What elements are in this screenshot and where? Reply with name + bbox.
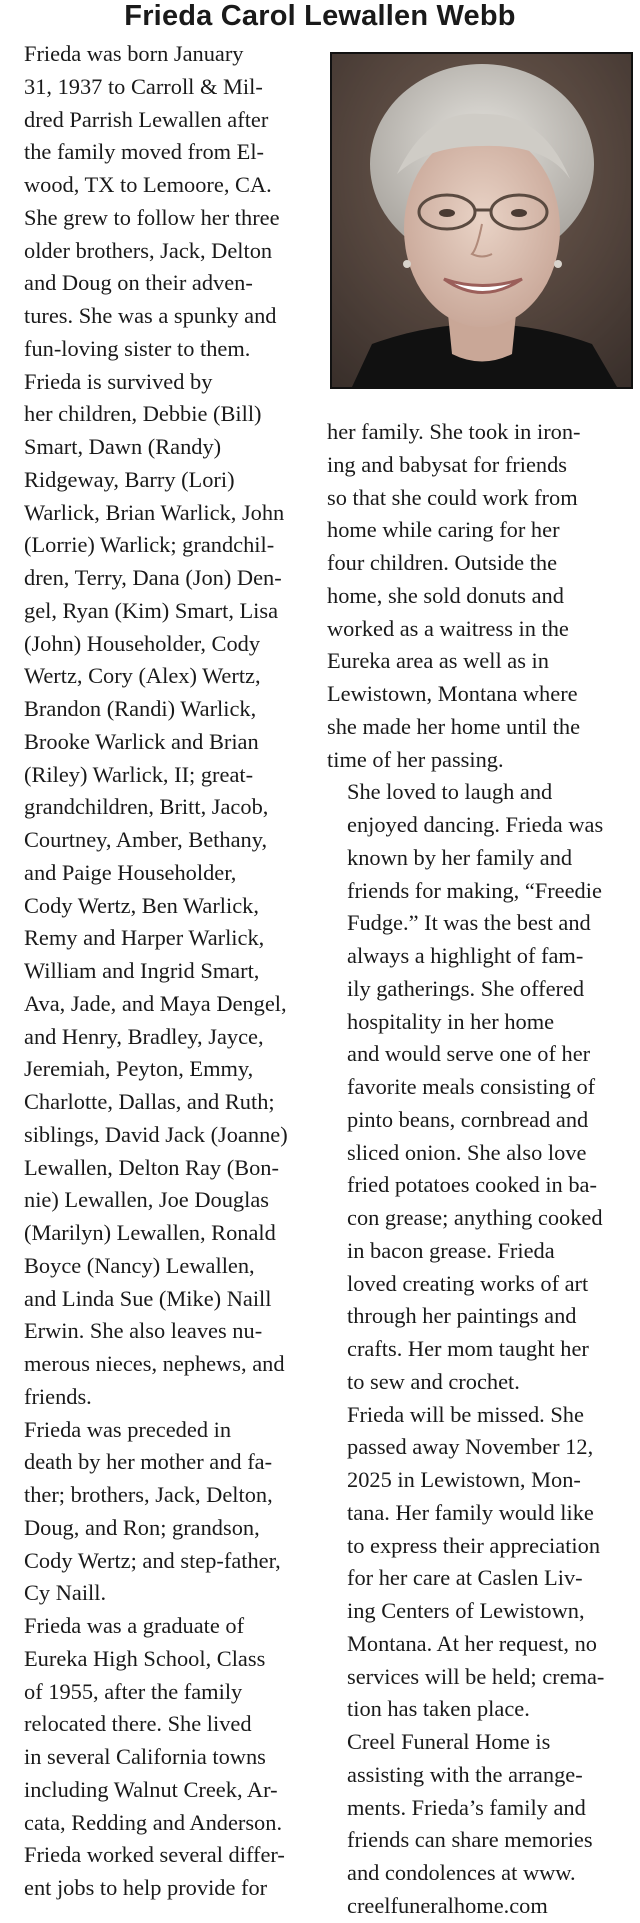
text-line: and Doug on their adven-	[24, 270, 253, 296]
text-line: and would serve one of her	[347, 1041, 591, 1067]
text-line: ing and babysat for friends	[327, 451, 568, 477]
right-column-text	[327, 416, 636, 1923]
text-line: Cy Naill.	[24, 1580, 107, 1606]
text-line: Boyce (Nancy) Lewallen,	[24, 1252, 255, 1278]
text-line: older brothers, Jack, Delton	[24, 237, 273, 263]
text-line: to express their appreciation	[347, 1532, 601, 1558]
text-line: Ava, Jade, and Maya Dengel,	[24, 990, 287, 1016]
text-line: Eureka area as well as in	[327, 648, 549, 674]
portrait-photo	[330, 52, 633, 389]
text-line: friends.	[24, 1383, 92, 1409]
text-line: Warlick, Brian Warlick, John	[24, 499, 285, 525]
text-line: hospitality in her home	[347, 1008, 555, 1034]
text-line: pinto beans, cornbread and	[347, 1106, 589, 1132]
text-line: always a highlight of fam-	[347, 943, 584, 968]
text-line: She grew to follow her three	[24, 204, 280, 230]
text-line: Ridgeway, Barry (Lori)	[24, 466, 235, 492]
text-line: to sew and crochet.	[347, 1368, 520, 1394]
text-line: William and Ingrid Smart,	[24, 958, 260, 983]
text-line: merous nieces, nephews, and	[24, 1351, 285, 1376]
text-line: crafts. Her mom taught her	[347, 1336, 589, 1361]
text-line: Frieda will be missed. She	[347, 1401, 584, 1427]
text-line: assisting with the arrange-	[347, 1761, 583, 1787]
paragraph	[4, 1414, 313, 1611]
text-line: time of her passing.	[327, 746, 504, 772]
text-line: death by her mother and fa-	[24, 1449, 273, 1475]
text-line: and Henry, Bradley, Jayce,	[24, 1023, 264, 1049]
text-line: dren, Terry, Dana (Jon) Den-	[24, 565, 282, 590]
text-line: grandchildren, Britt, Jacob,	[24, 794, 269, 820]
text-line: Smart, Dawn (Randy)	[24, 434, 222, 459]
text-line: in bacon grease. Frieda	[347, 1237, 555, 1263]
text-line: her children, Debbie (Bill)	[24, 401, 262, 427]
text-line: gel, Ryan (Kim) Smart, Lisa	[24, 597, 279, 623]
text-line: ing Centers of Lewistown,	[347, 1598, 585, 1623]
text-line: she made her home until the	[327, 713, 581, 739]
text-line: (Riley) Warlick, II; great-	[24, 761, 254, 787]
text-line: and Linda Sue (Mike) Naill	[24, 1285, 272, 1311]
paragraph	[327, 1399, 636, 1727]
text-line: sliced onion. She also love	[347, 1139, 587, 1165]
text-line: Charlotte, Dallas, and Ruth;	[24, 1089, 275, 1114]
paragraph	[4, 38, 313, 366]
text-line: con grease; anything cooked	[347, 1205, 603, 1230]
text-line: fried potatoes cooked in ba-	[347, 1172, 597, 1198]
text-line: for her care at Caslen Liv-	[347, 1565, 583, 1591]
text-line: friends can share memories	[347, 1827, 593, 1853]
text-line: cata, Redding and Anderson.	[24, 1809, 283, 1835]
text-line: relocated there. She lived	[24, 1711, 252, 1737]
text-line: ther; brothers, Jack, Delton,	[24, 1482, 273, 1507]
text-line: Montana. At her request, no	[347, 1630, 597, 1656]
text-line: through her paintings and	[347, 1303, 577, 1329]
text-line: Jeremiah, Peyton, Emmy,	[24, 1056, 254, 1082]
text-line: the family moved from El-	[24, 139, 265, 165]
text-line: Frieda was preceded in	[24, 1416, 232, 1442]
text-line: tana. Her family would like	[347, 1499, 594, 1525]
text-line: creelfuneralhome.com	[347, 1892, 548, 1918]
text-line: wood, TX to Lemoore, CA.	[24, 172, 272, 197]
text-line: fun-loving sister to them.	[24, 335, 251, 361]
text-line: home, she sold donuts and	[327, 582, 564, 608]
text-line: Cody Wertz; and step-father,	[24, 1547, 281, 1573]
paragraph	[327, 416, 636, 776]
text-line: including Walnut Creek, Ar-	[24, 1776, 278, 1802]
text-line: so that she could work from	[327, 484, 578, 510]
text-line: Wertz, Cory (Alex) Wertz,	[24, 663, 261, 689]
text-line: favorite meals consisting of	[347, 1074, 596, 1099]
text-line: Frieda is survived by	[24, 368, 213, 394]
text-line: Cody Wertz, Ben Warlick,	[24, 892, 259, 918]
text-line: Remy and Harper Warlick,	[24, 925, 265, 951]
text-line: home while caring for her	[327, 517, 560, 543]
text-line: dred Parrish Lewallen after	[24, 106, 269, 132]
text-line: tures. She was a spunky and	[24, 303, 277, 328]
text-line: She loved to laugh and	[347, 779, 553, 805]
article-columns	[4, 38, 636, 1923]
right-column	[327, 38, 636, 1923]
text-line: known by her family and	[347, 844, 573, 870]
text-line: ent jobs to help provide for	[24, 1875, 268, 1900]
text-line: in several California towns	[24, 1744, 266, 1769]
text-line: Doug, and Ron; grandson,	[24, 1514, 260, 1540]
text-line: (Lorrie) Warlick; grandchil-	[24, 532, 275, 558]
text-line: Erwin. She also leaves nu-	[24, 1318, 263, 1344]
text-line: Lewistown, Montana where	[327, 681, 578, 706]
text-line: Fudge.” It was the best and	[347, 910, 591, 936]
text-line: her family. She took in iron-	[327, 419, 581, 444]
obituary-headline: Frieda Carol Lewallen Webb	[124, 0, 516, 32]
text-line: Creel Funeral Home is	[347, 1729, 551, 1754]
text-line: siblings, David Jack (Joanne)	[24, 1121, 288, 1147]
text-line: friends for making, “Freedie	[347, 877, 602, 903]
text-line: Courtney, Amber, Bethany,	[24, 827, 268, 852]
text-line: tion has taken place.	[347, 1696, 530, 1722]
text-line: nie) Lewallen, Joe Douglas	[24, 1187, 269, 1213]
portrait-illustration	[332, 54, 631, 387]
text-line: Brooke Warlick and Brian	[24, 728, 259, 754]
text-line: Frieda was a graduate of	[24, 1613, 245, 1638]
text-line: and Paige Householder,	[24, 859, 237, 885]
left-column	[4, 38, 313, 1923]
text-line: worked as a waitress in the	[327, 615, 569, 641]
text-line: and condolences at www.	[347, 1860, 576, 1885]
text-line: four children. Outside the	[327, 550, 558, 575]
text-line: Frieda worked several differ-	[24, 1842, 285, 1868]
text-line: Lewallen, Delton Ray (Bon-	[24, 1154, 279, 1180]
text-line: 2025 in Lewistown, Mon-	[347, 1467, 581, 1492]
paragraph	[4, 1610, 313, 1905]
paragraph	[327, 776, 636, 1398]
text-line: ily gatherings. She offered	[347, 975, 585, 1001]
text-line: Frieda was born January	[24, 41, 244, 66]
text-line: (John) Householder, Cody	[24, 630, 261, 656]
text-line: Brandon (Randi) Warlick,	[24, 696, 257, 721]
text-line: 31, 1937 to Carroll & Mil-	[24, 73, 263, 99]
text-line: services will be held; crema-	[347, 1663, 605, 1689]
text-line: of 1955, after the family	[24, 1678, 243, 1704]
text-line: Eureka High School, Class	[24, 1645, 266, 1671]
paragraph	[327, 1726, 636, 1923]
text-line: loved creating works of art	[347, 1270, 589, 1296]
text-line: (Marilyn) Lewallen, Ronald	[24, 1220, 276, 1245]
paragraph	[4, 366, 313, 1414]
text-line: enjoyed dancing. Frieda was	[347, 812, 604, 837]
text-line: ments. Frieda’s family and	[347, 1794, 586, 1820]
text-line: passed away November 12,	[347, 1434, 594, 1460]
